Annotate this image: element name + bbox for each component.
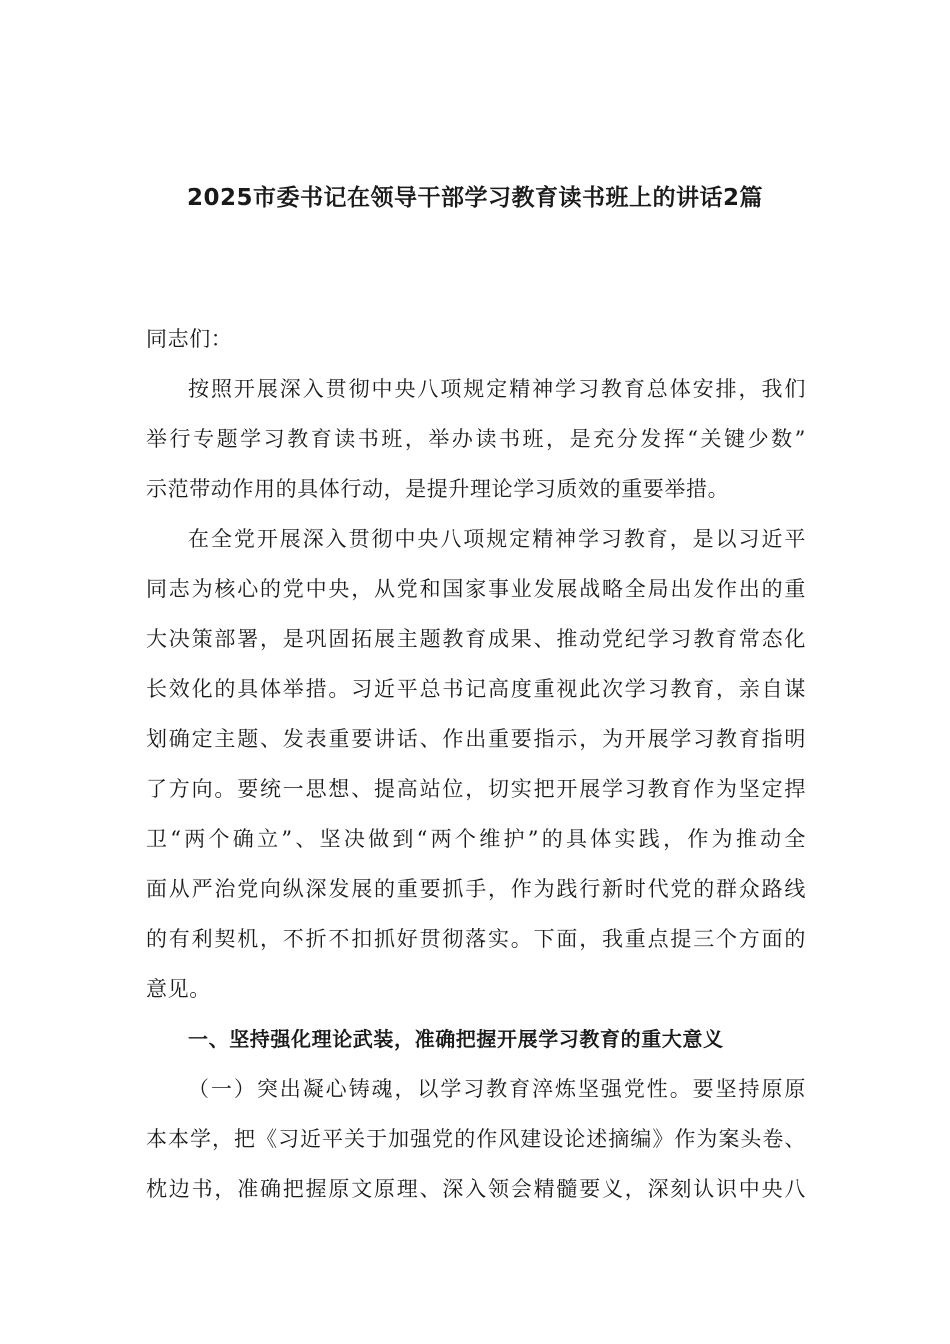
body-line: 意见。 bbox=[146, 977, 211, 1001]
body-line: 示范带动作用的具体行动，是提升理论学习质效的重要举措。 bbox=[146, 477, 730, 501]
body-line: 了方向。要统一思想、提高站位，切实把开展学习教育作为坚定捍 bbox=[146, 777, 806, 801]
body-line: 在全党开展深入贯彻中央八项规定精神学习教育，是以习近平 bbox=[188, 527, 806, 551]
body-line: 卫“两个确立”、坚决做到“两个维护”的具体实践，作为推动全 bbox=[146, 827, 806, 851]
body-line: 大决策部署，是巩固拓展主题教育成果、推动党纪学习教育常态化 bbox=[146, 627, 806, 651]
body-line: 长效化的具体举措。习近平总书记高度重视此次学习教育，亲自谋 bbox=[146, 677, 806, 701]
body-line: 举行专题学习教育读书班，举办读书班，是充分发挥“关键少数” bbox=[146, 427, 806, 451]
document-title: 2025市委书记在领导干部学习教育读书班上的讲话2篇 bbox=[186, 185, 764, 211]
body-line: 同志们： bbox=[146, 327, 233, 351]
body-line: 同志为核心的党中央，从党和国家事业发展战略全局出发作出的重 bbox=[146, 577, 806, 601]
section-heading: 一、坚持强化理论武装，准确把握开展学习教育的重大意义 bbox=[188, 1027, 724, 1051]
body-line: 划确定主题、发表重要讲话、作出重要指示，为开展学习教育指明 bbox=[146, 727, 806, 751]
body-line: 枕边书，准确把握原文原理、深入领会精髓要义，深刻认识中央八 bbox=[146, 1177, 806, 1201]
body-line: 面从严治党向纵深发展的重要抓手，作为践行新时代党的群众路线 bbox=[146, 877, 806, 901]
body-line: （一）突出凝心铸魂，以学习教育淬炼坚强党性。要坚持原原 bbox=[188, 1077, 806, 1101]
body-line: 本本学，把《习近平关于加强党的作风建设论述摘编》作为案头卷、 bbox=[146, 1127, 806, 1151]
body-line: 的有利契机，不折不扣抓好贯彻落实。下面，我重点提三个方面的 bbox=[146, 927, 806, 951]
body-line: 按照开展深入贯彻中央八项规定精神学习教育总体安排，我们 bbox=[188, 377, 806, 401]
document-body bbox=[146, 314, 806, 1214]
